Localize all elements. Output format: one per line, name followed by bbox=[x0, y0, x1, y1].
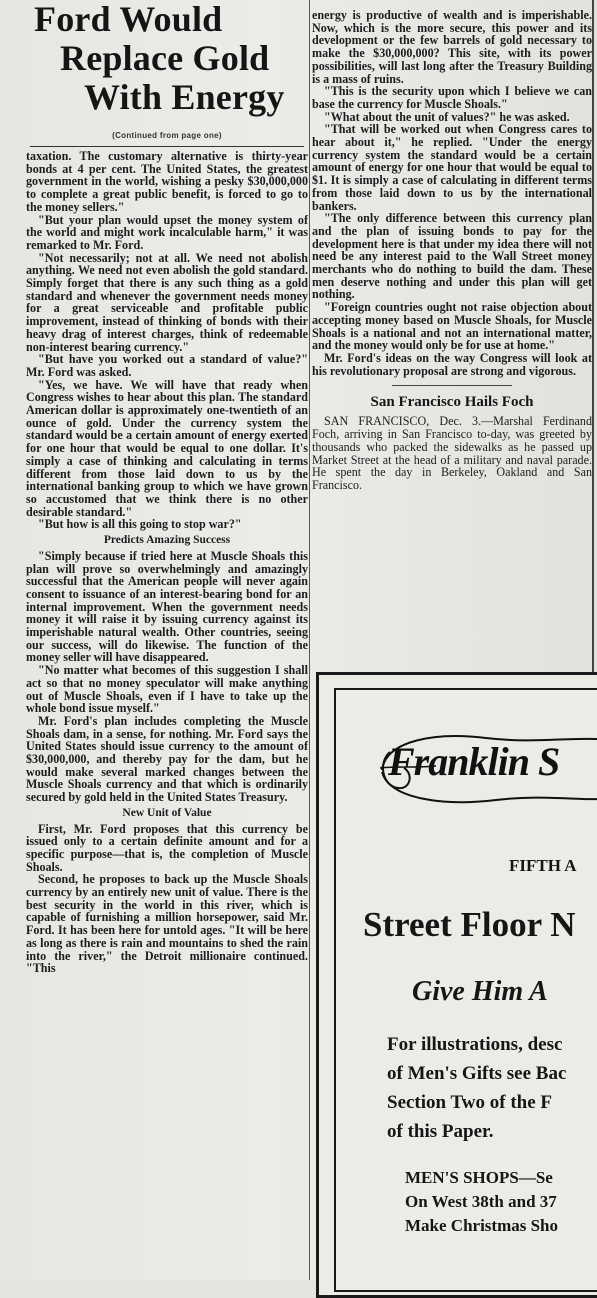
subhead-new-unit-of-value: New Unit of Value bbox=[122, 806, 212, 819]
ad-mens-shops-text bbox=[405, 1166, 558, 1238]
paragraph: "Foreign countries ought not raise objection about accepting money based on Muscle Shoals, for Muscle Shoals is a national and not an international matter, and the money would only be for use at home." bbox=[312, 300, 592, 353]
sf-article-body bbox=[312, 415, 592, 491]
ad-illustrations-text bbox=[387, 1030, 566, 1146]
ad-line: Section Two of the F bbox=[387, 1092, 553, 1113]
franklin-logo bbox=[376, 722, 597, 814]
divider bbox=[30, 146, 304, 147]
paragraph: "What about the unit of values?" he was asked. bbox=[324, 109, 570, 124]
ad-tagline: Give Him A bbox=[412, 976, 548, 1007]
headline-line-1: Ford Would bbox=[34, 0, 223, 39]
paragraph: taxation. The customary alternative is thirty-year bonds at 4 per cent. The United States, the greatest government in the world, wishing a pesky $30,000,000 to complete a great public benefit, is forced to go to the money sellers." bbox=[26, 149, 308, 214]
paragraph: "Yes, we have. We will have that ready when Congress wishes to hear about this plan. The standard American dollar is approximately one-twentieth of an ounce of gold. Under the currency system the standard would be a certain amount of energy exerted for one hour that would be equal to one dollar. It's simply a case of thinking and calculating in terms different from those laid down to us by the international banking group to which we have grown so accustomed that we think there is no other desirable standard." bbox=[26, 377, 308, 519]
paragraph: Second, he proposes to back up the Muscle Shoals currency by an entirely new unit of value. There is the best security in the world in this river, which is capable of furnishing a million horsepower, said Mr. Ford. It has been here for untold ages. "It will be here as long as there is rain and mountains to shed the rain into the river," the Detroit millionaire continued. "This bbox=[26, 872, 308, 976]
paragraph: First, Mr. Ford proposes that this currency be issued only to a certain definite amount and for a specific purpose—that is, the completion of Muscle Shoals. bbox=[26, 821, 308, 874]
ad-line: On West 38th and 37 bbox=[405, 1192, 557, 1211]
paragraph: "This is the security upon which I believe we can base the currency for Muscle Shoals." bbox=[312, 84, 592, 111]
paragraph: "But how is all this going to stop war?" bbox=[38, 517, 242, 532]
paragraph: energy is productive of wealth and is imperishable. Now, which is the more secure, this power and its development or the few barrels of gold necessary to make the $30,000,000? This site, with its power possibilities, will last long after the Treasury Building is a mass of ruins. bbox=[312, 8, 592, 86]
subhead-predicts-amazing-success: Predicts Amazing Success bbox=[103, 534, 231, 547]
article-body-right bbox=[312, 9, 592, 377]
divider bbox=[392, 385, 512, 386]
paragraph: SAN FRANCISCO, Dec. 3.—Marshal Ferdinand Foch, arriving in San Francisco to-day, was greeted by thousands who packed the sidewalks as he passed up Market Street at the head of a military and naval parade. He spent the day in Berkeley, Oakland and San Francisco. bbox=[312, 414, 592, 492]
ad-line: of Men's Gifts see Bac bbox=[387, 1063, 567, 1084]
ad-line: Make Christmas Sho bbox=[405, 1216, 559, 1235]
column-rule bbox=[592, 0, 594, 700]
article-body-left bbox=[26, 150, 308, 975]
ad-line: For illustrations, desc bbox=[387, 1034, 563, 1055]
sf-headline: San Francisco Hails Foch bbox=[370, 394, 534, 411]
paragraph: "But your plan would upset the money system of the world and might work incalculable harm," it was remarked to Mr. Ford. bbox=[26, 212, 308, 252]
headline-line-2: Replace Gold bbox=[60, 38, 270, 78]
paragraph: Mr. Ford's plan includes completing the Muscle Shoals dam, in a sense, for nothing. Mr. Ford says the United States should issue currency to the amount of $30,000,000, and thereby pay for the dam, but he would make several marked changes between the Muscle Shoals currency and that which is ordinarily secured by gold held in the United States Treasury. bbox=[26, 713, 308, 805]
paragraph: "Not necessarily; not at all. We need not abolish anything. We need not even abolish the gold standard. Simply forget that there is any such thing as a gold standard and whenever the government needs money for a great serviceable and profitable public improvement, instead of thinking of bonds with their heavy drag of interest charges, think of redeemable non-interest bearing currency." bbox=[26, 250, 308, 354]
paragraph: "No matter what becomes of this suggestion I shall act so that no money speculator will make anything out of Muscle Shoals, even if I have to take up the whole bond issue myself." bbox=[26, 663, 308, 716]
paragraph: "Simply because if tried here at Muscle Shoals this plan will prove so overwhelmingly and amazingly successful that the American people will never again consent to issuance of an interest-bearing bond for an internal improvement. When the government needs money it will raise it by issuing currency against its imperishable natural wealth. Other countries, seeing our success, will do likewise. The function of the money seller will have disappeared. bbox=[26, 548, 308, 665]
column-rule bbox=[309, 0, 310, 1280]
paragraph: "That will be worked out when Congress cares to hear about it," he replied. "Under the energy currency system the standard would be a certain amount of energy for one hour that would be equal to $1. It is simply a case of calculating in different terms from those laid down to us by the international bankers. bbox=[312, 122, 592, 213]
paragraph: Mr. Ford's ideas on the way Congress will look at his revolutionary proposal are strong and vigorous. bbox=[312, 350, 592, 378]
ad-address: FIFTH A bbox=[509, 856, 577, 875]
paragraph: "But have you worked out a standard of value?" Mr. Ford was asked. bbox=[26, 352, 308, 379]
ad-line: MEN'S SHOPS—Se bbox=[405, 1168, 553, 1187]
right-column bbox=[312, 0, 592, 668]
continued-note: (Continued from page one) bbox=[112, 131, 222, 140]
ad-headline: Street Floor N bbox=[363, 905, 576, 944]
left-column bbox=[26, 0, 308, 1280]
headline-line-3: With Energy bbox=[84, 77, 285, 117]
ad-logo-text: Franklin S bbox=[388, 739, 560, 784]
ad-line: of this Paper. bbox=[387, 1121, 494, 1142]
paragraph: "The only difference between this currency plan and the plan of issuing bonds to pay for the development here is that under my idea there will not need be any interest paid to the Wall Street money merchants who do nothing to build the dam. These men deserve nothing and under this plan will get nothing. bbox=[312, 211, 592, 302]
